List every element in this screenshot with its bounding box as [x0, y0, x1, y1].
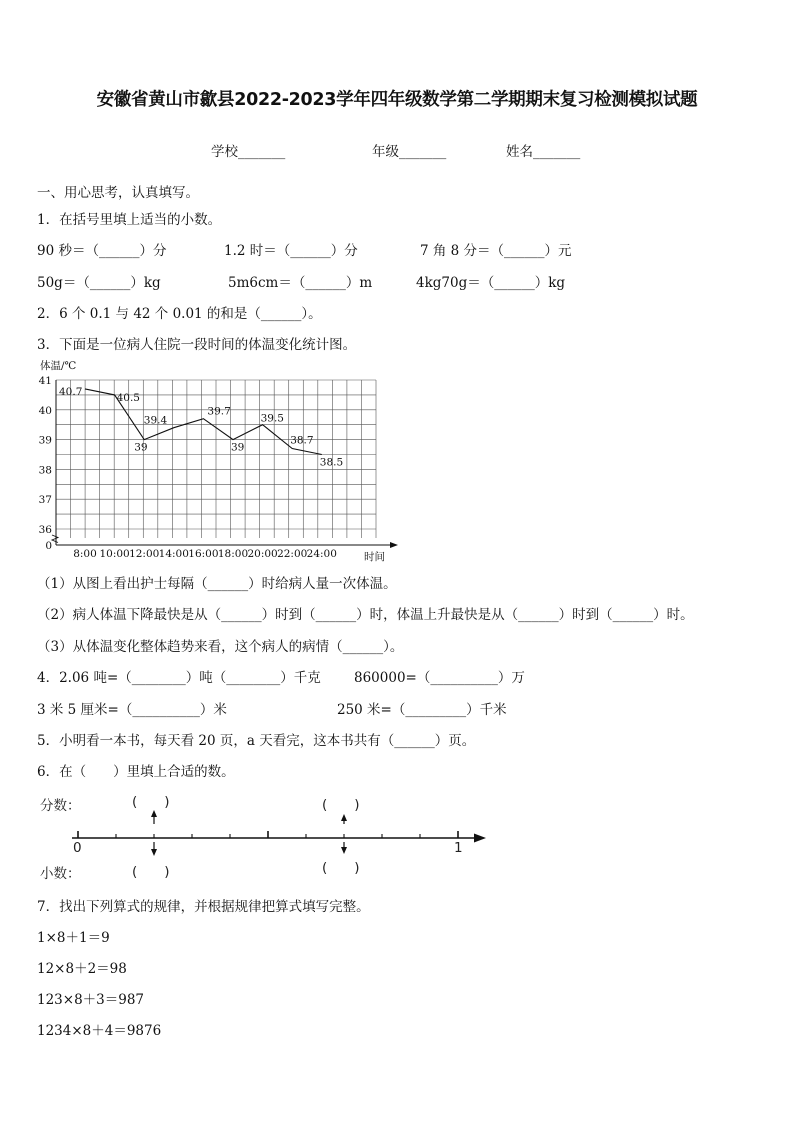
zero-label: 0	[73, 840, 82, 856]
data-label: 39	[134, 441, 148, 454]
x-tick-label: 8:00	[73, 548, 97, 560]
q5-text: 5．小明看一本书，每天看 20 页，a 天看完，这本书共有（______）页。	[37, 733, 476, 749]
data-label: 38.7	[290, 434, 314, 447]
q6-stem: 6．在（ ）里填上合适的数。	[37, 764, 235, 780]
q1-item-b: 1.2 时＝（______）分	[224, 243, 358, 259]
x-tick-labels	[73, 548, 337, 560]
x-tick-label: 18:00	[217, 548, 249, 560]
data-labels	[59, 386, 343, 469]
q1-stem: 1．在括号里填上适当的小数。	[37, 212, 222, 228]
y-tick-label: 37	[38, 494, 52, 507]
q7-line-1: 1×8＋1＝9	[37, 930, 110, 946]
q4-item-c: 3 米 5 厘米=（__________）米	[37, 702, 227, 718]
data-label: 40.5	[116, 391, 140, 404]
q3-stem: 3．下面是一位病人住院一段时间的体温变化统计图。	[37, 337, 357, 353]
data-label: 40.7	[59, 385, 83, 398]
q4-item-a: 4．2.06 吨=（________）吨（________）千克	[37, 670, 321, 686]
y-tick-label: 39	[38, 434, 52, 447]
arrow-up-head-1	[151, 810, 157, 817]
arrow-down-head-1	[151, 849, 157, 856]
number-line-arrowhead	[474, 834, 486, 843]
q3-sub1: （1）从图上看出护士每隔（______）时给病人量一次体温。	[37, 576, 397, 592]
paren-fraction-2: ( )	[322, 797, 360, 813]
q1-item-f: 4kg70g＝（______）kg	[416, 275, 566, 291]
one-label: 1	[454, 840, 463, 856]
number-line-figure	[36, 790, 496, 882]
x-tick-label: 22:00	[277, 548, 308, 560]
data-label: 38.5	[319, 456, 344, 469]
data-label: 39.5	[260, 412, 284, 425]
q3-sub2: （2）病人体温下降最快是从（______）时到（______）时，体温上升最快是从（______）时到（______）时。	[37, 607, 694, 623]
q2-text: 2．6 个 0.1 与 42 个 0.01 的和是（______）。	[37, 306, 322, 322]
x-tick-label: 12:00	[129, 548, 160, 560]
decimal-label: 小数：	[40, 866, 81, 882]
data-label: 39.4	[143, 414, 168, 427]
paren-fraction-1: ( )	[132, 794, 170, 810]
y-axis-break	[52, 535, 58, 543]
grade-field: 年级_______	[372, 144, 447, 160]
y-tick-labels	[39, 375, 53, 552]
temperature-line-chart	[34, 355, 404, 565]
x-tick-label: 14:00	[158, 548, 189, 560]
x-tick-label: 24:00	[306, 548, 337, 560]
q1-item-a: 90 秒＝（______）分	[37, 243, 167, 259]
q7-line-4: 1234×8＋4＝9876	[37, 1023, 162, 1039]
fraction-label: 分数：	[40, 798, 81, 814]
number-line-ticks	[78, 831, 458, 838]
q1-item-c: 7 角 8 分＝（______）元	[420, 243, 572, 259]
y-tick-label: 38	[38, 464, 52, 477]
y-axis-label: 体温/℃	[40, 360, 77, 372]
x-axis-arrowhead	[390, 542, 398, 548]
section-heading: 一、用心思考，认真填写。	[37, 185, 199, 201]
data-label: 39.7	[207, 405, 231, 418]
x-tick-label: 20:00	[247, 548, 278, 560]
q1-item-e: 5m6cm＝（______）m	[228, 275, 373, 291]
x-tick-label: 10:00	[99, 548, 130, 560]
arrow-up-head-2	[341, 814, 347, 821]
arrow-down-head-2	[341, 847, 347, 854]
y-tick-label: 40	[38, 404, 52, 417]
paren-decimal-1: ( )	[132, 864, 170, 880]
paren-decimal-2: ( )	[322, 860, 360, 876]
x-tick-label: 16:00	[188, 548, 219, 560]
q4-item-b: 860000=（__________）万	[354, 670, 525, 686]
q7-line-2: 12×8＋2＝98	[37, 961, 127, 977]
y-tick-label: 36	[38, 524, 52, 536]
q7-line-3: 123×8＋3＝987	[37, 992, 145, 1008]
page-title: 安徽省黄山市歙县2022-2023学年四年级数学第二学期期末复习检测模拟试题	[96, 90, 698, 110]
q7-stem: 7．找出下列算式的规律，并根据规律把算式填写完整。	[37, 899, 370, 915]
y-tick-label: 41	[38, 375, 52, 387]
x-axis-label: 时间	[364, 551, 385, 563]
data-label: 39	[231, 441, 245, 454]
q1-item-d: 50g＝（______）kg	[37, 275, 161, 291]
q4-item-d: 250 米=（_________）千米	[337, 702, 507, 718]
y-tick-label: 0	[45, 540, 52, 552]
name-field: 姓名_______	[506, 144, 581, 160]
q3-sub3: （3）从体温变化整体趋势来看，这个病人的病情（______）。	[37, 639, 404, 655]
school-field: 学校_______	[211, 144, 286, 160]
